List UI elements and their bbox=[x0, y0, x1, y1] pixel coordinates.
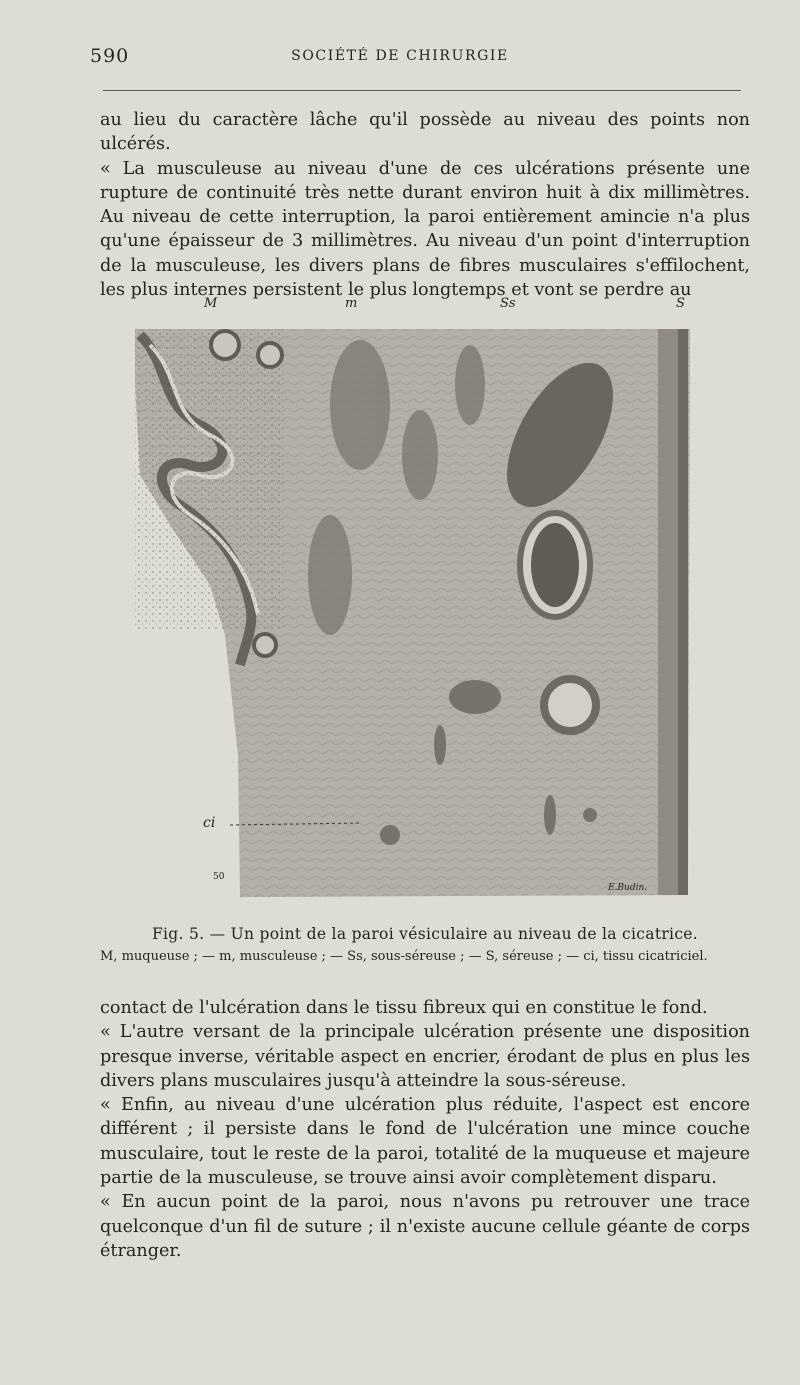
body-text-bottom bbox=[100, 996, 750, 1263]
figure-caption: Fig. 5. — Un point de la paroi vésiculaire au niveau de la cicatrice. bbox=[151, 925, 698, 943]
paragraph: « Enfin, au niveau d'une ulcération plus réduite, l'aspect est encore différent ; il persiste dans le fond de l'ulcération une mince couche musculaire, tout le reste de la paroi, totalité de la muqueuse et majeure partie de la musculeuse, se trouve ainsi avoir complètement disparu. bbox=[100, 1095, 750, 1189]
body-text-top bbox=[100, 108, 750, 302]
paragraph: « En aucun point de la paroi, nous n'avons pu retrouver une trace quelconque d'un fil de suture ; il n'existe aucune cellule géante de corps étranger. bbox=[100, 1192, 750, 1261]
engraver-signature: E.Budin. bbox=[608, 883, 648, 893]
header-rule bbox=[103, 90, 741, 91]
label-muqueuse: M bbox=[204, 296, 218, 311]
page-number: 590 bbox=[90, 45, 130, 67]
paragraph: « L'autre versant de la principale ulcération présente une disposition presque inverse, véritable aspect en encrier, érodant de plus en plus les divers plans musculaires jusqu'à atteindre la sous-séreuse. bbox=[100, 1022, 750, 1091]
label-tissu-cicatriciel: ci bbox=[203, 815, 216, 831]
label-sous-sereuse: Ss bbox=[500, 296, 516, 311]
paragraph: « La musculeuse au niveau d'une de ces ulcérations présente une rupture de continuité très nette durant environ huit à dix millimètres. Au niveau de cette interruption, la paroi entièrement amincie n'a plus qu'une épaisseur de 3 millimètres. Au niveau d'un point d'interruption de la musculeuse, les divers plans de fibres musculaires s'effilochent, les plus internes persistent le plus longtemps et vont se perdre au bbox=[100, 158, 750, 301]
label-musculeuse: m bbox=[345, 296, 358, 311]
figure-top-labels bbox=[0, 296, 800, 316]
histology-figure bbox=[130, 325, 700, 900]
running-head: SOCIÉTÉ DE CHIRURGIE bbox=[291, 48, 509, 64]
scale-mark: 50 bbox=[213, 872, 225, 882]
label-sereuse: S bbox=[676, 296, 685, 311]
paragraph: contact de l'ulcération dans le tissu fibreux qui en constitue le fond. bbox=[100, 998, 708, 1018]
vessel-small bbox=[544, 679, 596, 731]
paragraph: au lieu du caractère lâche qu'il possède au niveau des points non ulcérés. bbox=[100, 110, 750, 155]
figure-legend: M, muqueuse ; — m, musculeuse ; — Ss, sous-séreuse ; — S, séreuse ; — ci, tissu cicatriciel. bbox=[100, 949, 708, 964]
